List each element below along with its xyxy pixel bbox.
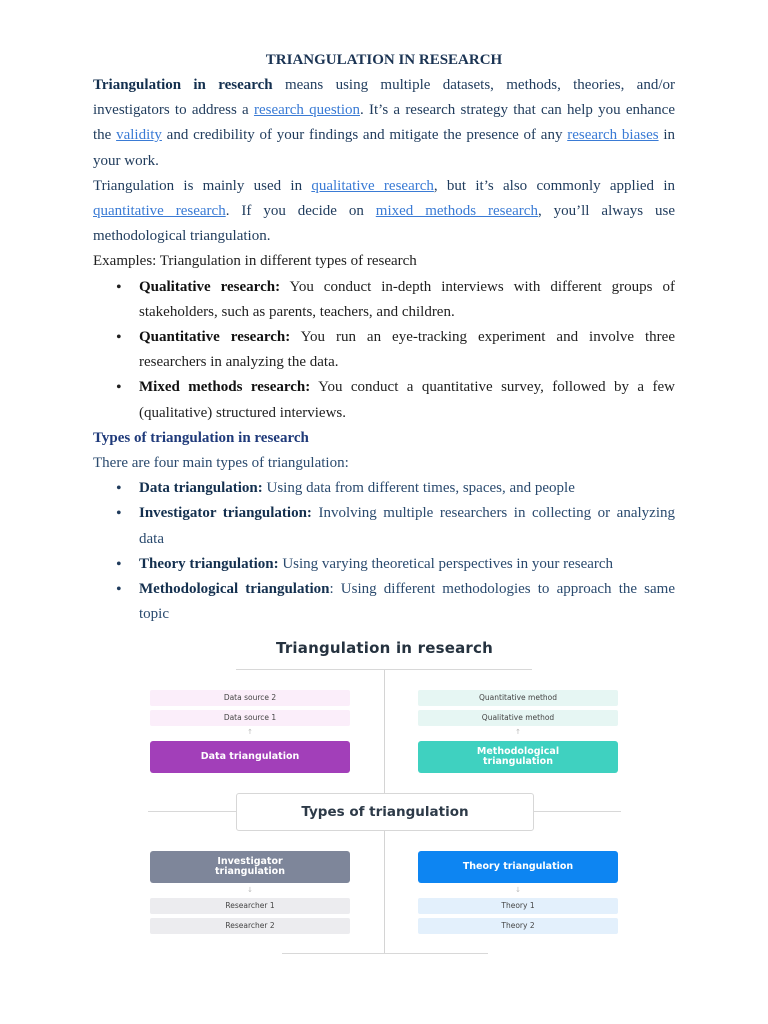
example-label: Quantitative research: <box>139 329 291 346</box>
examples-list <box>93 275 675 426</box>
intro-text-3: and credibility of your findings and mitigate the presence of any <box>161 127 568 144</box>
list-item <box>139 375 675 425</box>
types-of-triangulation-box: Types of triangulation <box>236 793 534 831</box>
quantitative-method-chip: Quantitative method <box>418 690 618 706</box>
intro-text-2: . It’s a research strategy that can help you enhance the <box>93 102 676 144</box>
arrow-up-icon: ↑ <box>515 728 521 736</box>
arrow-down-icon: ↓ <box>247 886 253 894</box>
usage-paragraph <box>93 174 675 250</box>
type-text: Using varying theoretical perspectives in your research <box>278 555 614 572</box>
usage-text-2: , but it’s also commonly applied in <box>433 177 675 194</box>
examples-intro: Examples: Triangulation in different types of research <box>93 253 417 270</box>
triangulation-diagram <box>148 635 621 960</box>
intro-paragraph <box>93 73 675 174</box>
usage-text-3: . If you decide on <box>225 203 376 220</box>
link-research-question[interactable]: research question <box>253 102 360 119</box>
list-item <box>139 325 675 375</box>
arrow-up-icon: ↑ <box>247 728 253 736</box>
example-label: Mixed methods research: <box>139 379 311 396</box>
link-validity[interactable]: validity <box>116 127 162 144</box>
data-source-1-chip: Data source 1 <box>150 710 350 726</box>
usage-text-4: , you’ll always use methodological triangulation. <box>93 203 675 245</box>
usage-text-1: Triangulation is mainly used in <box>93 177 312 194</box>
type-text: Involving multiple researchers in collecting or analyzing data <box>139 505 675 547</box>
divider-vertical-top <box>384 670 385 793</box>
document-body <box>93 47 675 627</box>
investigator-triangulation-box: Investigator triangulation <box>150 851 350 883</box>
diagram-title: Triangulation in research <box>276 639 493 657</box>
example-text: You run an eye-tracking experiment and involve three researchers in analyzing the data. <box>139 329 675 371</box>
intro-text-4: in your work. <box>93 127 676 169</box>
list-item <box>139 552 675 577</box>
theory-2-chip: Theory 2 <box>418 918 618 934</box>
list-item <box>139 275 675 325</box>
page-title: TRIANGULATION IN RESEARCH <box>265 52 503 68</box>
data-triangulation-box: Data triangulation <box>150 741 350 773</box>
type-text: : Using different methodologies to approach the same topic <box>139 581 675 623</box>
link-mixed-methods-research[interactable]: mixed methods research <box>375 203 538 220</box>
example-label: Qualitative research: <box>139 278 281 295</box>
type-text: Using data from different times, spaces, and people <box>262 480 575 497</box>
theory-triangulation-box: Theory triangulation <box>418 851 618 883</box>
type-label: Data triangulation: <box>139 480 263 497</box>
types-list <box>93 476 675 627</box>
divider-left <box>148 811 236 812</box>
type-label: Methodological triangulation <box>139 581 330 598</box>
qualitative-method-chip: Qualitative method <box>418 710 618 726</box>
researcher-2-chip: Researcher 2 <box>150 918 350 934</box>
example-text: You conduct a quantitative survey, followed by a few (qualitative) structured interviews. <box>139 379 675 421</box>
list-item <box>139 501 675 551</box>
link-quantitative-research[interactable]: quantitative research <box>93 203 226 220</box>
divider-right <box>533 811 621 812</box>
theory-1-chip: Theory 1 <box>418 898 618 914</box>
link-research-biases[interactable]: research biases <box>567 127 659 144</box>
type-label: Theory triangulation: <box>139 555 279 572</box>
divider-vertical-bottom <box>384 831 385 953</box>
arrow-down-icon: ↓ <box>515 886 521 894</box>
intro-lead: Triangulation in research <box>93 77 273 93</box>
list-item <box>139 577 675 627</box>
intro-text-1: means using multiple datasets, methods, theories, and/or investigators to address a <box>93 77 676 119</box>
methodological-triangulation-box: Methodological triangulation <box>418 741 618 773</box>
type-label: Investigator triangulation: <box>139 505 312 522</box>
types-intro: There are four main types of triangulation: <box>93 455 349 472</box>
example-text: You conduct in-depth interviews with different groups of stakeholders, such as parents, teachers, and children. <box>139 278 675 320</box>
bottom-underline <box>282 953 488 954</box>
link-qualitative-research[interactable]: qualitative research <box>311 177 434 194</box>
list-item <box>139 476 675 501</box>
researcher-1-chip: Researcher 1 <box>150 898 350 914</box>
data-source-2-chip: Data source 2 <box>150 690 350 706</box>
section-heading: Types of triangulation in research <box>93 429 309 446</box>
